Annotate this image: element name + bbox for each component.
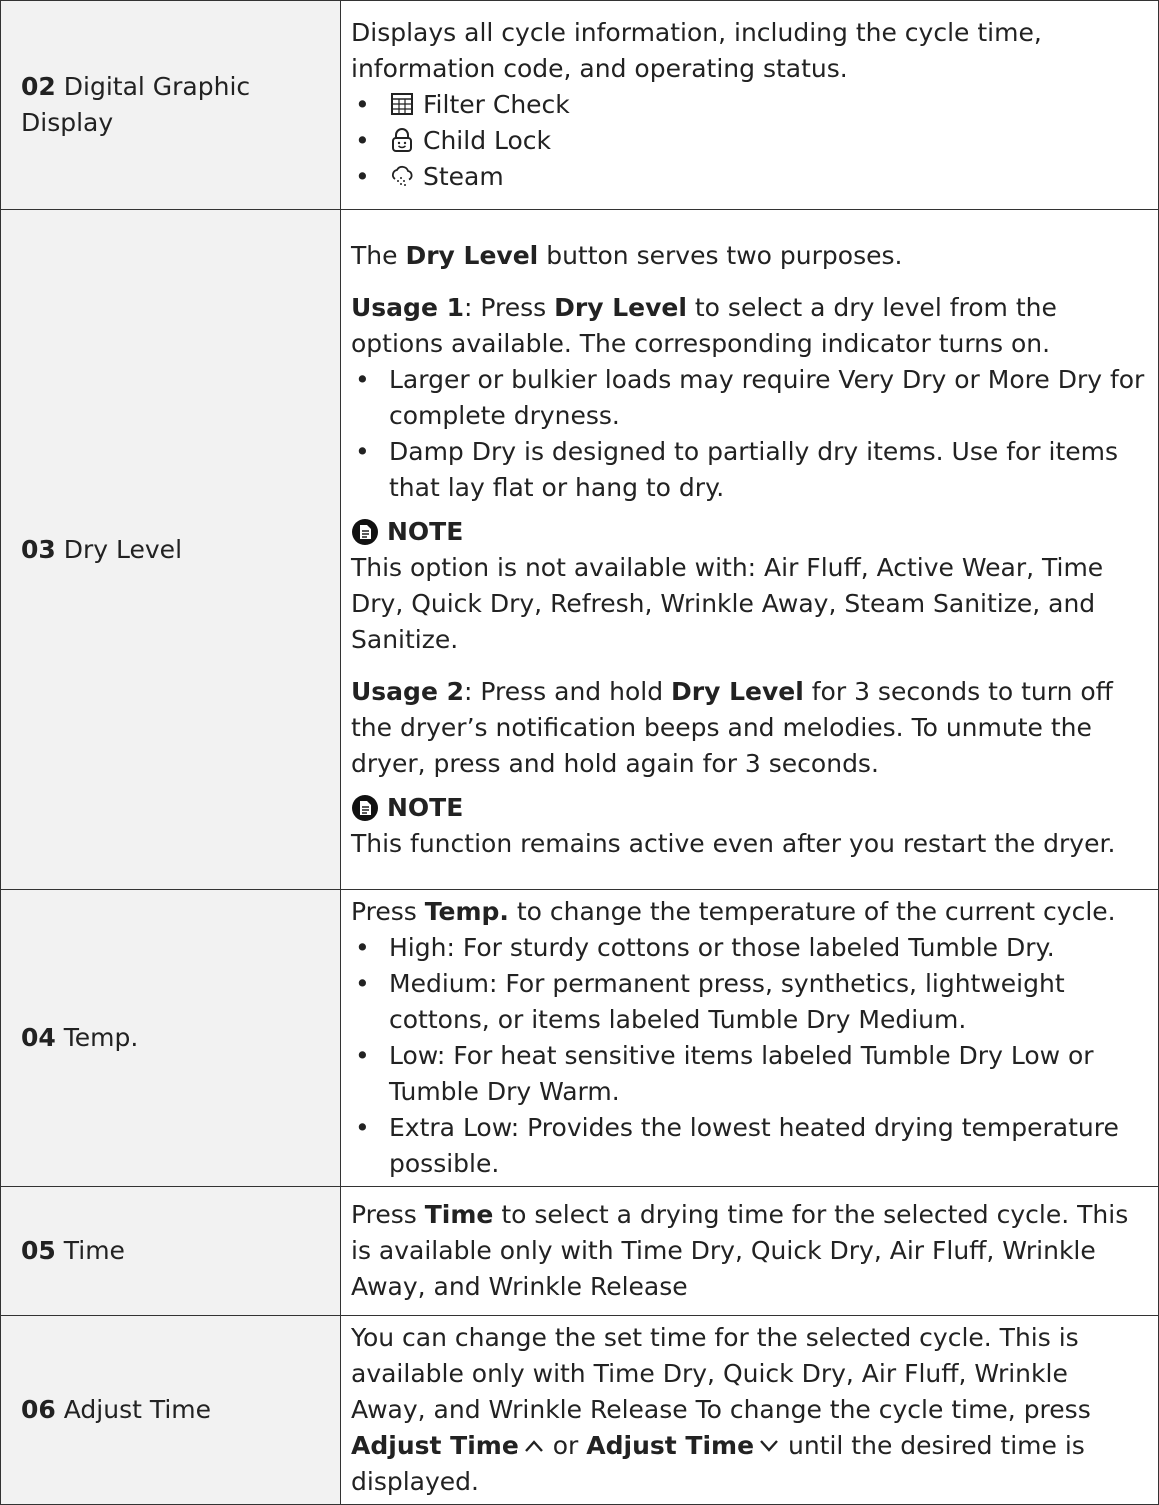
text: Press (351, 1200, 425, 1229)
list-item (351, 123, 1148, 159)
steam-icon (389, 163, 415, 189)
text: or (544, 1431, 587, 1460)
bullet: • (355, 436, 370, 466)
bullet-list (351, 362, 1148, 506)
list-item-text: Extra Low: Provides the lowest heated drying temperature possible. (389, 1113, 1119, 1178)
keyword: Adjust Time (586, 1431, 755, 1460)
row-label: Dry Level (63, 534, 183, 564)
keyword: Usage 1 (351, 292, 465, 322)
keyword: Dry Level (405, 240, 539, 270)
text: until the desired time is displayed. (351, 1431, 1085, 1496)
table-row (1, 1, 1159, 210)
usage-1-text (351, 290, 1148, 362)
usage-2-text (351, 674, 1148, 782)
row-number: 05 (21, 1236, 56, 1265)
list-item-text: Medium: For permanent press, synthetics, lightweight cottons, or items labeled Tumble Dry Medium. (389, 969, 1065, 1034)
keyword: Time (424, 1200, 494, 1229)
chevron-down-icon (758, 1438, 780, 1454)
icon-label: Steam (423, 162, 504, 191)
list-item-text: Larger or bulkier loads may require Very Dry or More Dry for complete dryness. (389, 364, 1145, 430)
bullet: • (355, 364, 370, 394)
row-label: Temp. (63, 1023, 139, 1052)
note-heading (351, 790, 1148, 826)
text: You can change the set time for the selected cycle. This is available only with Time Dry, Quick Dry, Air Fluff, Wrinkle Away, and Wrinkle Release To change the cycle time, press (351, 1323, 1091, 1424)
text: Press (351, 897, 425, 926)
note-title: NOTE (387, 516, 464, 546)
row-label-cell (1, 1, 341, 210)
row-description-cell (341, 1187, 1159, 1316)
bullet: • (355, 933, 370, 962)
description-text (351, 1197, 1148, 1305)
table-row (1, 210, 1159, 890)
text: The (351, 240, 406, 270)
icon-list (351, 87, 1148, 195)
child-lock-icon (389, 127, 415, 153)
row-description-cell (341, 1, 1159, 210)
keyword: Dry Level (554, 292, 687, 322)
chevron-up-icon (523, 1438, 545, 1454)
bullet: • (355, 162, 370, 191)
row-number: 04 (21, 1023, 56, 1052)
description-text: Displays all cycle information, including the cycle time, information code, and operating status. (351, 18, 1042, 83)
text: to select a dry level from the options available. The corresponding indicator turns on. (351, 292, 1057, 358)
list-item-text: High: For sturdy cottons or those labeled Tumble Dry. (389, 933, 1055, 962)
list-item (351, 1110, 1148, 1182)
text: : Press and hold (464, 676, 672, 706)
row-description-cell (341, 890, 1159, 1187)
table-row (1, 890, 1159, 1187)
row-number: 02 (21, 72, 56, 101)
row-label: Digital Graphic Display (21, 72, 251, 137)
keyword: Usage 2 (351, 676, 465, 706)
note-heading (351, 514, 1148, 550)
row-label: Adjust Time (63, 1395, 212, 1424)
description-text (351, 894, 1148, 930)
bullet-list (351, 930, 1148, 1182)
list-item-text: Damp Dry is designed to partially dry items. Use for items that lay flat or hang to dry. (389, 436, 1119, 502)
list-item (351, 966, 1148, 1038)
row-label-cell (1, 1316, 341, 1505)
bullet: • (355, 90, 370, 119)
row-label: Time (63, 1236, 125, 1265)
filter-check-icon (389, 91, 415, 117)
bullet: • (355, 126, 370, 155)
icon-label: Filter Check (423, 90, 570, 119)
text: to change the temperature of the current cycle. (508, 897, 1116, 926)
text: button serves two purposes. (538, 240, 903, 270)
list-item (351, 1038, 1148, 1110)
bullet: • (355, 969, 370, 998)
keyword: Adjust Time (351, 1431, 519, 1460)
row-description-cell (341, 1316, 1159, 1505)
text: to select a drying time for the selected cycle. This is available only with Time Dry, Quick Dry, Air Fluff, Wrinkle Away, and Wrinkle Release (351, 1200, 1129, 1301)
note-icon (351, 794, 379, 822)
note-text: This function remains active even after you restart the dryer. (351, 828, 1116, 858)
note-title: NOTE (387, 792, 464, 822)
row-number: 03 (21, 534, 56, 564)
row-label-cell (1, 890, 341, 1187)
row-description-cell (341, 210, 1159, 890)
row-number: 06 (21, 1395, 56, 1424)
list-item-text: Low: For heat sensitive items labeled Tumble Dry Low or Tumble Dry Warm. (389, 1041, 1094, 1106)
table-row (1, 1316, 1159, 1505)
bullet: • (355, 1041, 370, 1070)
list-item (351, 434, 1148, 506)
icon-label: Child Lock (423, 126, 552, 155)
description-text (351, 238, 1148, 274)
text: : Press (464, 292, 555, 322)
keyword: Temp. (424, 897, 509, 926)
row-label-cell (1, 1187, 341, 1316)
list-item (351, 930, 1148, 966)
text: for 3 seconds to turn off the dryer’s notification beeps and melodies. To unmute the dryer, press and hold again for 3 seconds. (351, 676, 1113, 778)
list-item (351, 362, 1148, 434)
bullet: • (355, 1113, 370, 1142)
note-text: This option is not available with: Air Fluff, Active Wear, Time Dry, Quick Dry, Refresh, Wrinkle Away, Steam Sanitize, and Sanitize. (351, 552, 1104, 654)
keyword: Dry Level (671, 676, 804, 706)
row-label-cell (1, 210, 341, 890)
list-item (351, 159, 1148, 195)
description-text (351, 1320, 1148, 1500)
list-item (351, 87, 1148, 123)
note-icon (351, 518, 379, 546)
table-row (1, 1187, 1159, 1316)
